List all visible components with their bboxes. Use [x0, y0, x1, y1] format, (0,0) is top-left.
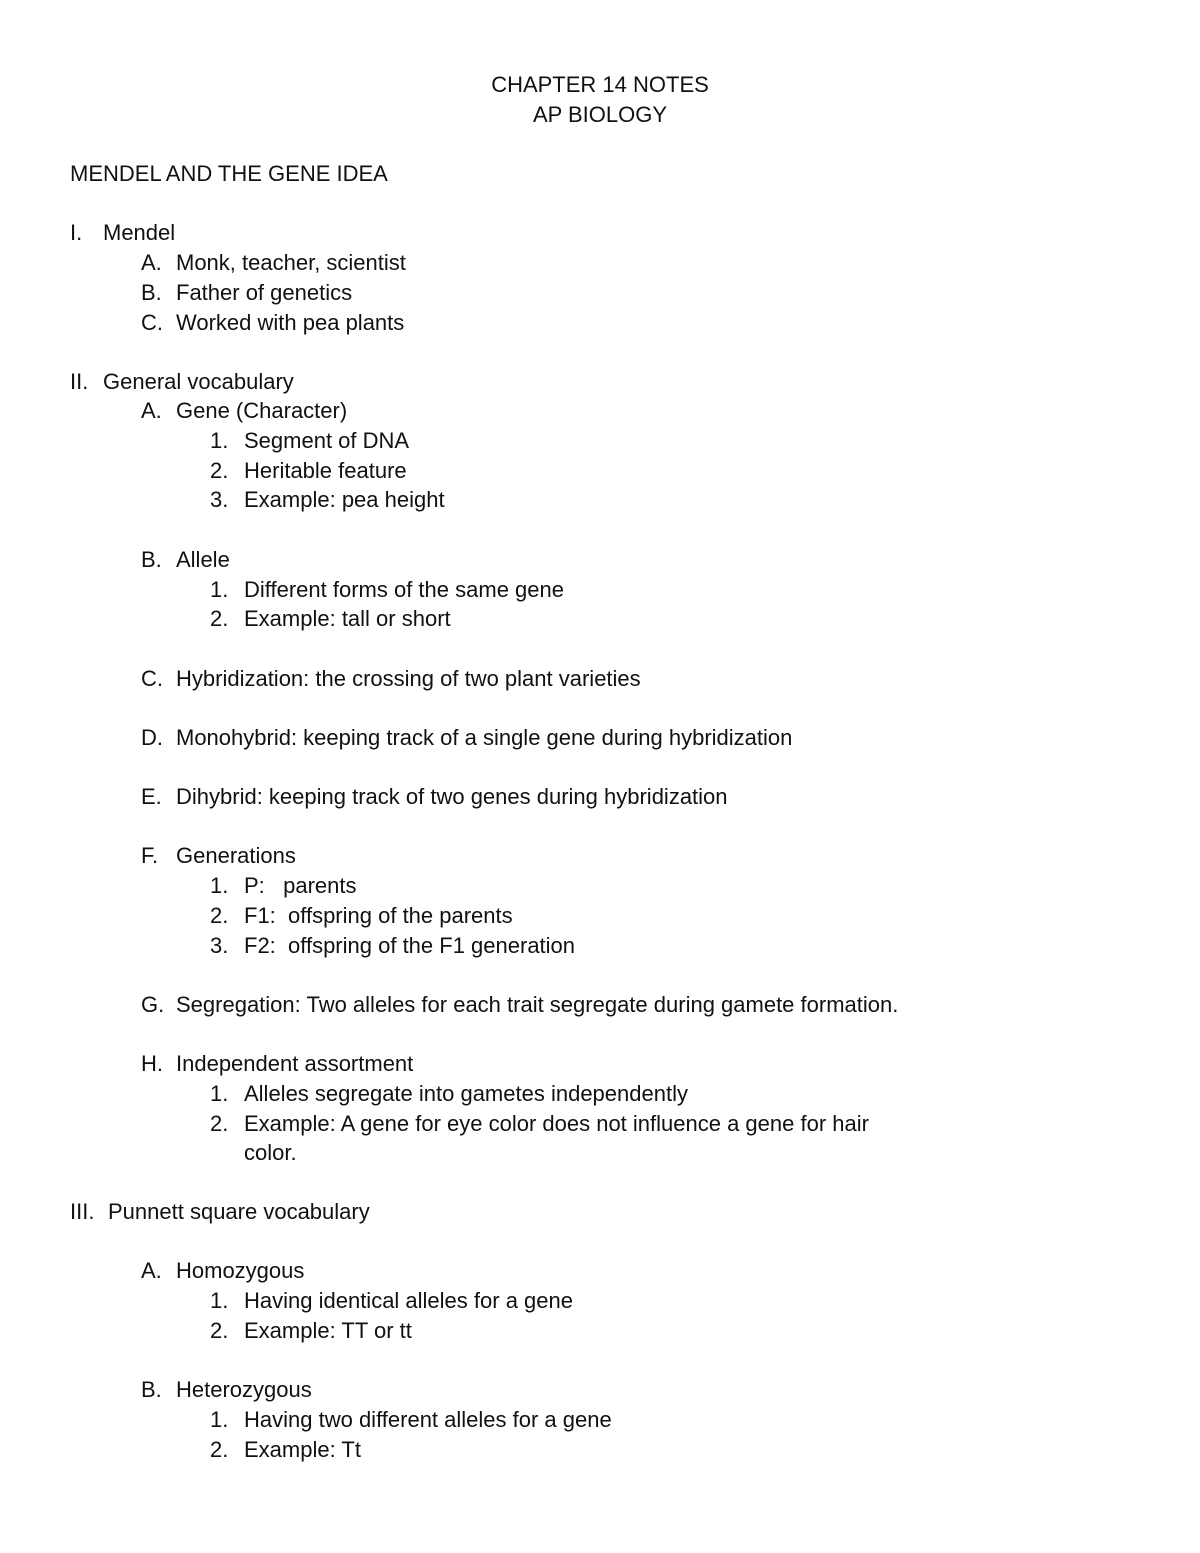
outline-subitem — [210, 575, 564, 605]
item-text: Segregation: Two alleles for each trait segregate during gamete formation. — [176, 992, 899, 1017]
outline-subitem — [210, 1435, 361, 1465]
subitem-number: 3. — [210, 933, 229, 958]
item-text: Gene (Character) — [176, 398, 348, 423]
item-text: Allele — [176, 547, 230, 572]
subitem-number: 1. — [210, 1407, 229, 1432]
outline-item — [141, 723, 792, 753]
item-label: G. — [141, 992, 165, 1017]
item-text: Monk, teacher, scientist — [176, 250, 406, 275]
subitem-text: Having identical alleles for a gene — [244, 1288, 573, 1313]
item-label: C. — [141, 666, 163, 691]
subitem-number: 3. — [210, 487, 229, 512]
subitem-number: 1. — [210, 577, 229, 602]
item-text: Homozygous — [176, 1258, 305, 1283]
section-3-heading — [70, 1197, 370, 1227]
item-text: Father of genetics — [176, 280, 353, 305]
item-text: Hybridization: the crossing of two plant varieties — [176, 666, 641, 691]
outline-item — [141, 664, 641, 694]
outline-subitem — [210, 426, 409, 456]
subitem-text: Example: pea height — [244, 487, 445, 512]
page-title: CHAPTER 14 NOTES — [491, 72, 709, 97]
subitem-number: 2. — [210, 606, 229, 631]
outline-item — [141, 278, 352, 308]
subitem-text: Example: tall or short — [244, 606, 451, 631]
item-text: Monohybrid: keeping track of a single gene during hybridization — [176, 725, 793, 750]
subitem-number: 1. — [210, 428, 229, 453]
subitem-text: Example: TT or tt — [244, 1318, 412, 1343]
outline-subitem — [210, 1316, 412, 1346]
section-2-heading — [70, 367, 294, 397]
item-text: Worked with pea plants — [176, 310, 405, 335]
item-text: Dihybrid: keeping track of two genes during hybridization — [176, 784, 728, 809]
subitem-text: F2: offspring of the F1 generation — [244, 933, 576, 958]
page-subtitle: AP BIOLOGY — [532, 102, 668, 127]
subitem-number: 2. — [210, 903, 229, 928]
outline-item — [141, 308, 404, 338]
item-text: Generations — [176, 843, 296, 868]
item-label: B. — [141, 547, 162, 572]
section-number: I. — [70, 220, 83, 245]
subitem-number: 2. — [210, 1437, 229, 1462]
subitem-text: P: parents — [244, 873, 357, 898]
subitem-number: 1. — [210, 1081, 229, 1106]
section-number: II. — [70, 369, 89, 394]
outline-item — [141, 1256, 304, 1286]
subitem-number: 2. — [210, 458, 229, 483]
subitem-text: Alleles segregate into gametes independently — [244, 1081, 688, 1106]
section-1-heading — [70, 218, 175, 248]
subitem-text: F1: offspring of the parents — [244, 903, 513, 928]
outline-subitem — [210, 1286, 573, 1316]
outline-subitem — [210, 1405, 612, 1435]
subitem-number: 2. — [210, 1111, 229, 1136]
outline-subitem — [210, 604, 451, 634]
item-label: E. — [141, 784, 162, 809]
outline-item — [141, 782, 728, 812]
outline-subitem — [210, 931, 575, 961]
subitem-number: 1. — [210, 1288, 229, 1313]
chapter-heading: MENDEL AND THE GENE IDEA — [70, 161, 388, 186]
outline-subitem — [210, 871, 357, 901]
item-label: B. — [141, 1377, 162, 1402]
subitem-continuation: color. — [244, 1140, 297, 1165]
subitem-number: 2. — [210, 1318, 229, 1343]
subitem-text: Heritable feature — [244, 458, 407, 483]
item-text: Independent assortment — [176, 1051, 414, 1076]
item-text: Heterozygous — [176, 1377, 312, 1402]
item-label: A. — [141, 250, 162, 275]
section-number: III. — [70, 1199, 95, 1224]
subitem-text: Different forms of the same gene — [244, 577, 564, 602]
outline-item — [141, 990, 898, 1020]
outline-item — [141, 248, 406, 278]
item-label: A. — [141, 398, 162, 423]
item-label: F. — [141, 843, 159, 868]
item-label: B. — [141, 280, 162, 305]
item-label: D. — [141, 725, 163, 750]
subitem-text: Example: Tt — [244, 1437, 361, 1462]
outline-subitem — [210, 901, 513, 931]
subitem-text: Example: A gene for eye color does not influence a gene for hair — [244, 1111, 869, 1136]
item-label: H. — [141, 1051, 163, 1076]
subitem-text: Segment of DNA — [244, 428, 410, 453]
outline-item — [141, 1375, 312, 1405]
outline-item — [141, 841, 296, 871]
subitem-number: 1. — [210, 873, 229, 898]
outline-subitem — [210, 485, 445, 515]
outline-item — [141, 396, 347, 426]
outline-item — [141, 545, 230, 575]
outline-subitem — [210, 456, 407, 486]
item-label: A. — [141, 1258, 162, 1283]
outline-item — [141, 1049, 413, 1079]
section-title: Mendel — [103, 220, 176, 245]
outline-subitem — [210, 1109, 869, 1139]
item-label: C. — [141, 310, 163, 335]
section-title: Punnett square vocabulary — [108, 1199, 370, 1224]
outline-subitem — [210, 1079, 688, 1109]
subitem-text: Having two different alleles for a gene — [244, 1407, 612, 1432]
section-title: General vocabulary — [103, 369, 294, 394]
